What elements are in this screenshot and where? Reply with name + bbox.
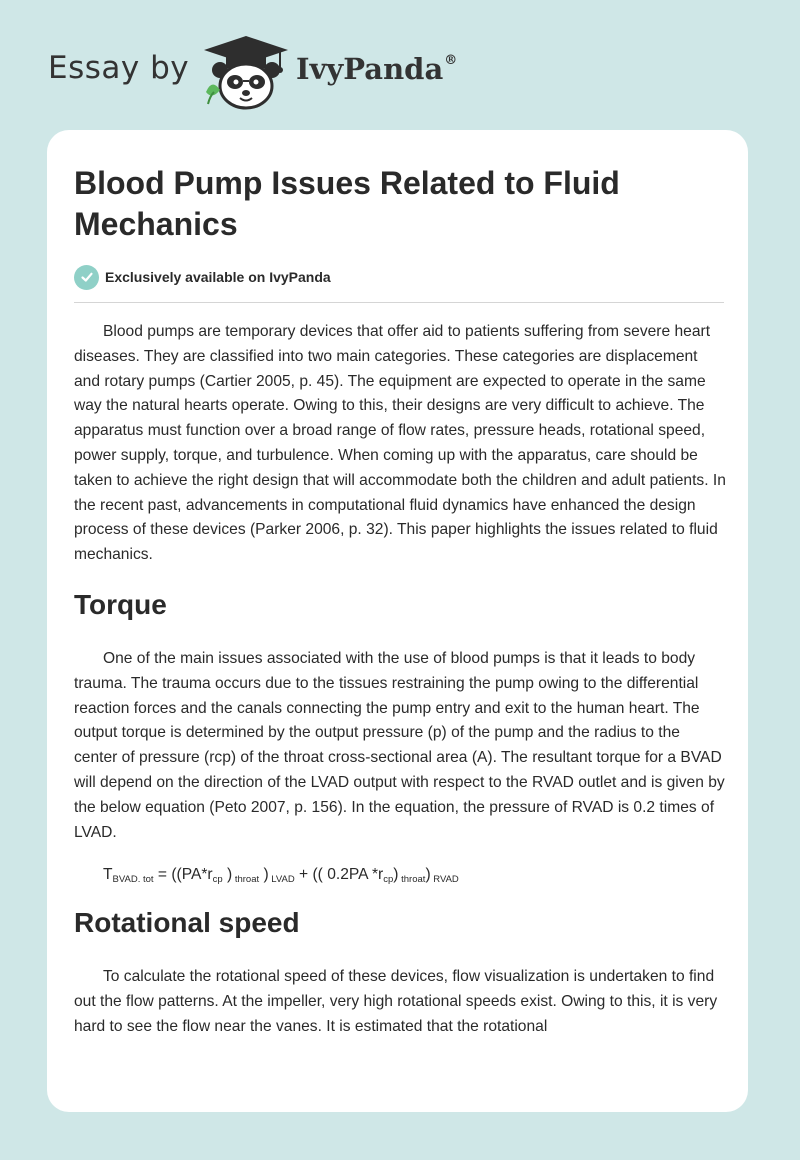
exclusive-label: Exclusively available on IvyPanda [105, 269, 331, 285]
rotational-speed-paragraph: To calculate the rotational speed of these devices, flow visualization is undertaken to find out the flow patterns. At the impeller, very high rotational speeds exist. Owing to this, it is very hard to see the flow near the vanes. It is estimated that the rotational [74, 968, 718, 1035]
eq-throat2: throat [398, 874, 426, 885]
essay-card [47, 130, 748, 1112]
panda-logo-icon[interactable] [200, 34, 292, 110]
brand-text: IvyPanda [296, 52, 444, 86]
torque-equation [103, 863, 459, 887]
section-heading-rotational-speed: Rotational speed [74, 907, 300, 938]
section-heading-torque: Torque [74, 589, 167, 620]
eq-rvad: RVAD [430, 874, 459, 885]
eq-part5: ) [393, 866, 399, 883]
site-header [0, 0, 800, 130]
eq-part3: ) [259, 866, 269, 883]
eq-t-sub: BVAD. tot [112, 874, 154, 885]
registered-mark: ® [444, 53, 458, 69]
exclusive-badge [74, 263, 331, 291]
eq-lvad: LVAD [268, 874, 295, 885]
eq-part4: + (( 0.2PA *r [294, 866, 384, 883]
eq-cp2: cp [383, 874, 394, 885]
eq-throat1: throat [232, 874, 260, 885]
brand-name[interactable] [296, 52, 457, 86]
eq-part2: ) [222, 866, 233, 883]
eq-cp1: cp [212, 874, 223, 885]
check-icon [74, 265, 99, 290]
essay-by-label: Essay by [48, 50, 190, 86]
torque-paragraph: One of the main issues associated with the use of blood pumps is that it leads to body trauma. The trauma occurs due to the tissues restraining the pump owing to the differential reaction forces and the canals connecting the pump entry and exit to the human heart. The output torque is determined by the output pressure (p) of the pump and the radius to the center of pressure (rcp) of the throat cross-sectional area (A). The resultant torque for a BVAD will depend on the direction of the LVAD output with respect to the RVAD outlet and is given by the below equation (Peto 2007, p. 156). In the equation, the pressure of RVAD is 0.2 times of LVAD. [74, 650, 725, 841]
title-divider [74, 302, 724, 303]
essay-title: Blood Pump Issues Related to Fluid Mechanics [74, 165, 620, 242]
eq-part6: ) [425, 866, 431, 883]
eq-part1: = ((PA*r [153, 866, 213, 883]
eq-t: T [103, 866, 113, 883]
intro-paragraph: Blood pumps are temporary devices that offer aid to patients suffering from severe heart diseases. They are classified into two main categories. These categories are displacement and rotary pumps (Cartier 2005, p. 45). The equipment are expected to operate in the same way the natural hearts operate. Owing to this, their designs are very difficult to achieve. The apparatus must function over a broad range of flow rates, pressure heads, rotational speed, power supply, torque, and turbulence. When coming up with the apparatus, care should be taken to achieve the right design that will accommodate both the children and adult patients. In the recent past, advancements in computational fluid dynamics have enhanced the design process of these devices (Parker 2006, p. 32). This paper highlights the issues related to fluid mechanics. [74, 323, 726, 564]
